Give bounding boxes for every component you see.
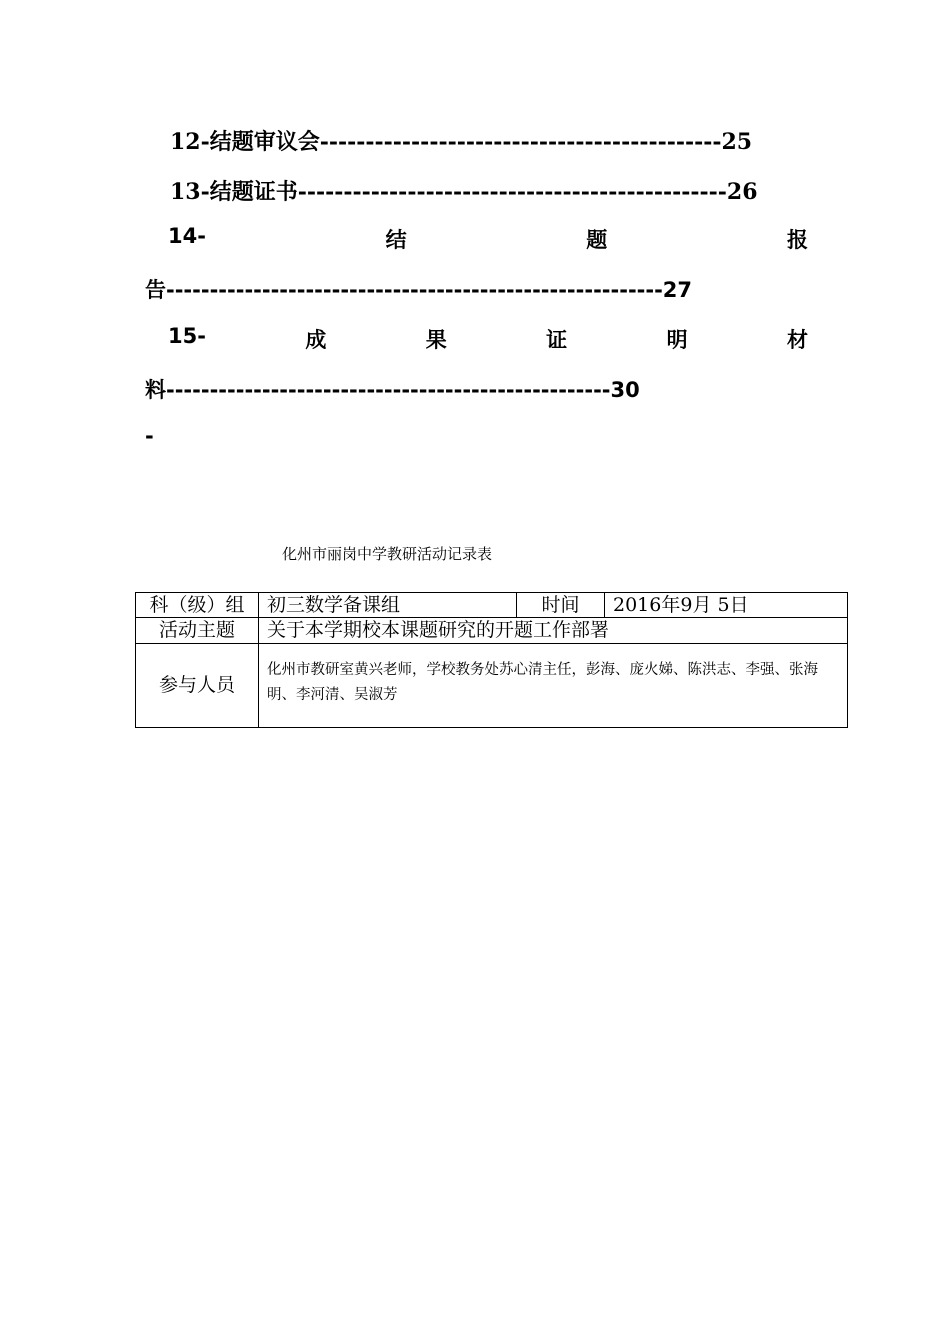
toc-item-15-number: 15- [168, 324, 206, 348]
toc-item-14-number: 14- [168, 224, 206, 248]
toc-item-15-char: 果 [425, 328, 447, 352]
table-row [136, 644, 848, 728]
table-row [136, 593, 848, 618]
table-row [136, 618, 848, 644]
theme-label: 活动主题 [136, 618, 259, 644]
toc-item-15-spread [168, 324, 808, 354]
toc-item-14-char: 报 [786, 228, 808, 252]
activity-record-table [135, 592, 848, 728]
subject-label: 科（级）组 [136, 593, 259, 618]
toc-item-14-char: 结 [385, 228, 407, 252]
people-value: 化州市教研室黄兴老师，学校教务处苏心清主任，彭海、庞火娣、陈洪志、李强、张海明、李河清、吴淑芳 [259, 644, 848, 728]
toc-item-15-char: 成 [305, 328, 327, 352]
theme-value: 关于本学期校本课题研究的开题工作部署 [259, 618, 848, 644]
toc-item-15-char: 明 [666, 328, 688, 352]
time-value: 2016年9月 5日 [605, 593, 848, 618]
toc-item-14-char: 题 [586, 228, 608, 252]
toc-item-12: 12-结题审议会--------------------------------------------25 [170, 129, 753, 155]
toc-item-13: 13-结题证书-----------------------------------------------26 [170, 179, 758, 205]
toc-item-14-spread [168, 224, 808, 254]
record-title: 化州市丽岗中学教研活动记录表 [282, 545, 493, 563]
subject-value: 初三数学备课组 [259, 593, 517, 618]
people-label: 参与人员 [136, 644, 259, 728]
time-label: 时间 [517, 593, 605, 618]
toc-item-15-continuation: 料---------------------------------------------------30 [145, 378, 640, 402]
toc-item-15-char: 证 [546, 328, 568, 352]
toc-trailing-dash: - [145, 424, 154, 448]
toc-item-14-continuation: 告---------------------------------------------------------27 [145, 278, 693, 302]
toc-item-15-char: 材 [786, 328, 808, 352]
